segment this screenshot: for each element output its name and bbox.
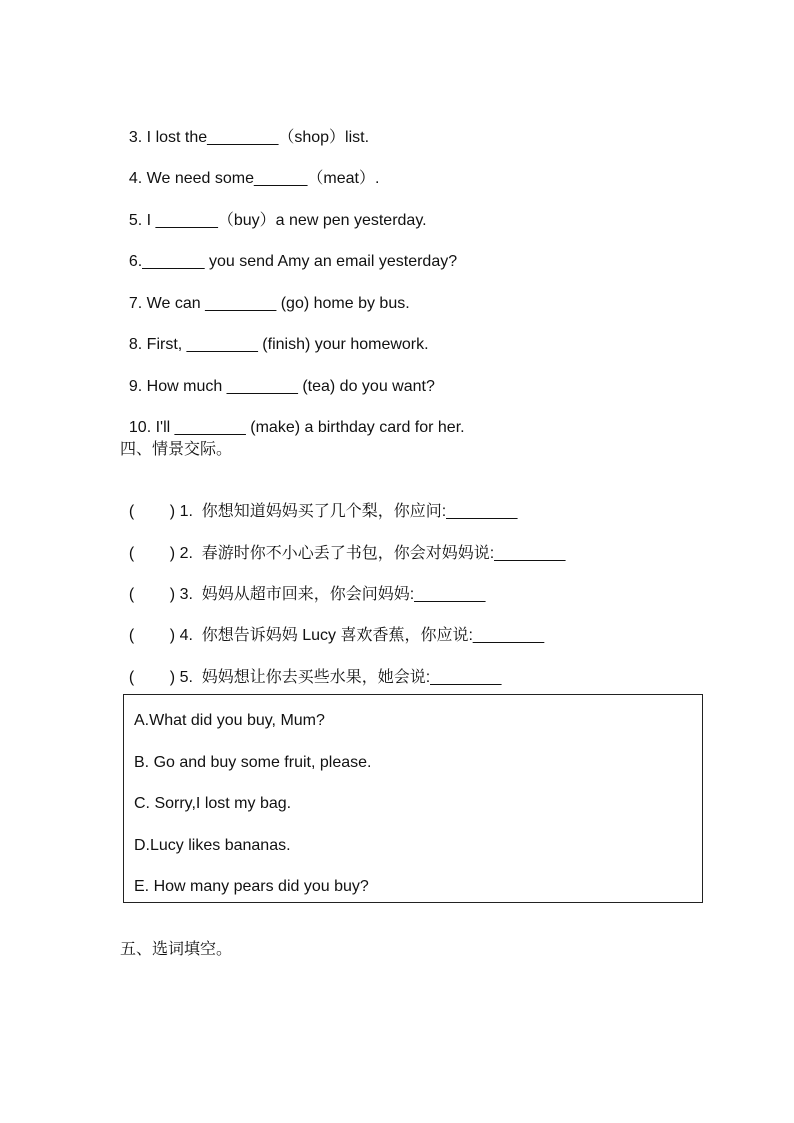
item-prefix: 9. How much [128, 378, 227, 395]
item-prefix: 8. First, [128, 336, 187, 353]
item-suffix: you send Amy an email yesterday? [204, 253, 458, 270]
item-suffix: （meat）. [307, 170, 380, 187]
dialogue-prompt: 1. 你想知道妈妈买了几个梨，你应问:________ [179, 503, 518, 520]
answer-blank[interactable]: ________ [226, 378, 298, 395]
dialogue-prompt: 2. 春游时你不小心丢了书包，你会对妈妈说:________ [179, 545, 566, 562]
answer-blank[interactable]: _______ [142, 253, 205, 270]
answer-options-box [123, 694, 703, 903]
item-suffix: （shop）list. [278, 129, 370, 146]
option-d: D.Lucy likes bananas. [134, 837, 291, 854]
option-a: A.What did you buy, Mum? [134, 712, 325, 729]
answer-paren[interactable]: ( ) [128, 669, 176, 686]
dialogue-item-1 [120, 482, 518, 520]
answer-paren[interactable]: ( ) [128, 503, 176, 520]
answer-blank[interactable]: ________ [207, 129, 279, 146]
item-prefix: 5. I [128, 212, 156, 229]
item-prefix: 4. We need some [128, 170, 254, 187]
dialogue-item-3 [120, 565, 486, 603]
item-prefix: 3. I lost the [128, 129, 208, 146]
item-prefix: 10. I'll [128, 419, 175, 436]
item-prefix: 7. We can [128, 295, 206, 312]
item-prefix: 6. [128, 253, 143, 270]
answer-blank[interactable]: ______ [254, 170, 308, 187]
answer-blank[interactable]: _______ [155, 212, 218, 229]
dialogue-prompt: 4. 你想告诉妈妈 Lucy 喜欢香蕉，你应说:________ [179, 627, 545, 644]
dialogue-item-2 [120, 524, 566, 562]
exercise-item-4 [120, 149, 380, 187]
exercise-item-10 [120, 398, 465, 436]
answer-paren[interactable]: ( ) [128, 545, 176, 562]
section-4-heading: 四、情景交际。 [120, 441, 233, 458]
exercise-item-7 [120, 274, 410, 312]
item-suffix: (finish) your homework. [257, 336, 429, 353]
exercise-item-8 [120, 315, 429, 353]
answer-blank[interactable]: ________ [205, 295, 277, 312]
answer-blank[interactable]: ________ [186, 336, 258, 353]
exercise-item-3 [120, 108, 370, 146]
item-suffix: (go) home by bus. [276, 295, 410, 312]
item-suffix: (tea) do you want? [297, 378, 435, 395]
option-c: C. Sorry,I lost my bag. [134, 795, 292, 812]
answer-paren[interactable]: ( ) [128, 586, 176, 603]
option-b: B. Go and buy some fruit, please. [134, 754, 372, 771]
dialogue-item-4 [120, 606, 545, 644]
section-5-heading: 五、选词填空。 [120, 941, 233, 958]
answer-paren[interactable]: ( ) [128, 627, 176, 644]
item-suffix: (make) a birthday card for her. [245, 419, 465, 436]
answer-blank[interactable]: ________ [174, 419, 246, 436]
exercise-item-9 [120, 357, 435, 395]
exercise-item-6 [120, 232, 458, 270]
dialogue-prompt: 5. 妈妈想让你去买些水果，她会说:________ [179, 669, 502, 686]
exercise-item-5 [120, 191, 427, 229]
item-suffix: （buy）a new pen yesterday. [217, 212, 427, 229]
option-e: E. How many pears did you buy? [134, 878, 369, 895]
dialogue-prompt: 3. 妈妈从超市回来，你会问妈妈:________ [179, 586, 486, 603]
dialogue-item-5 [120, 648, 502, 686]
